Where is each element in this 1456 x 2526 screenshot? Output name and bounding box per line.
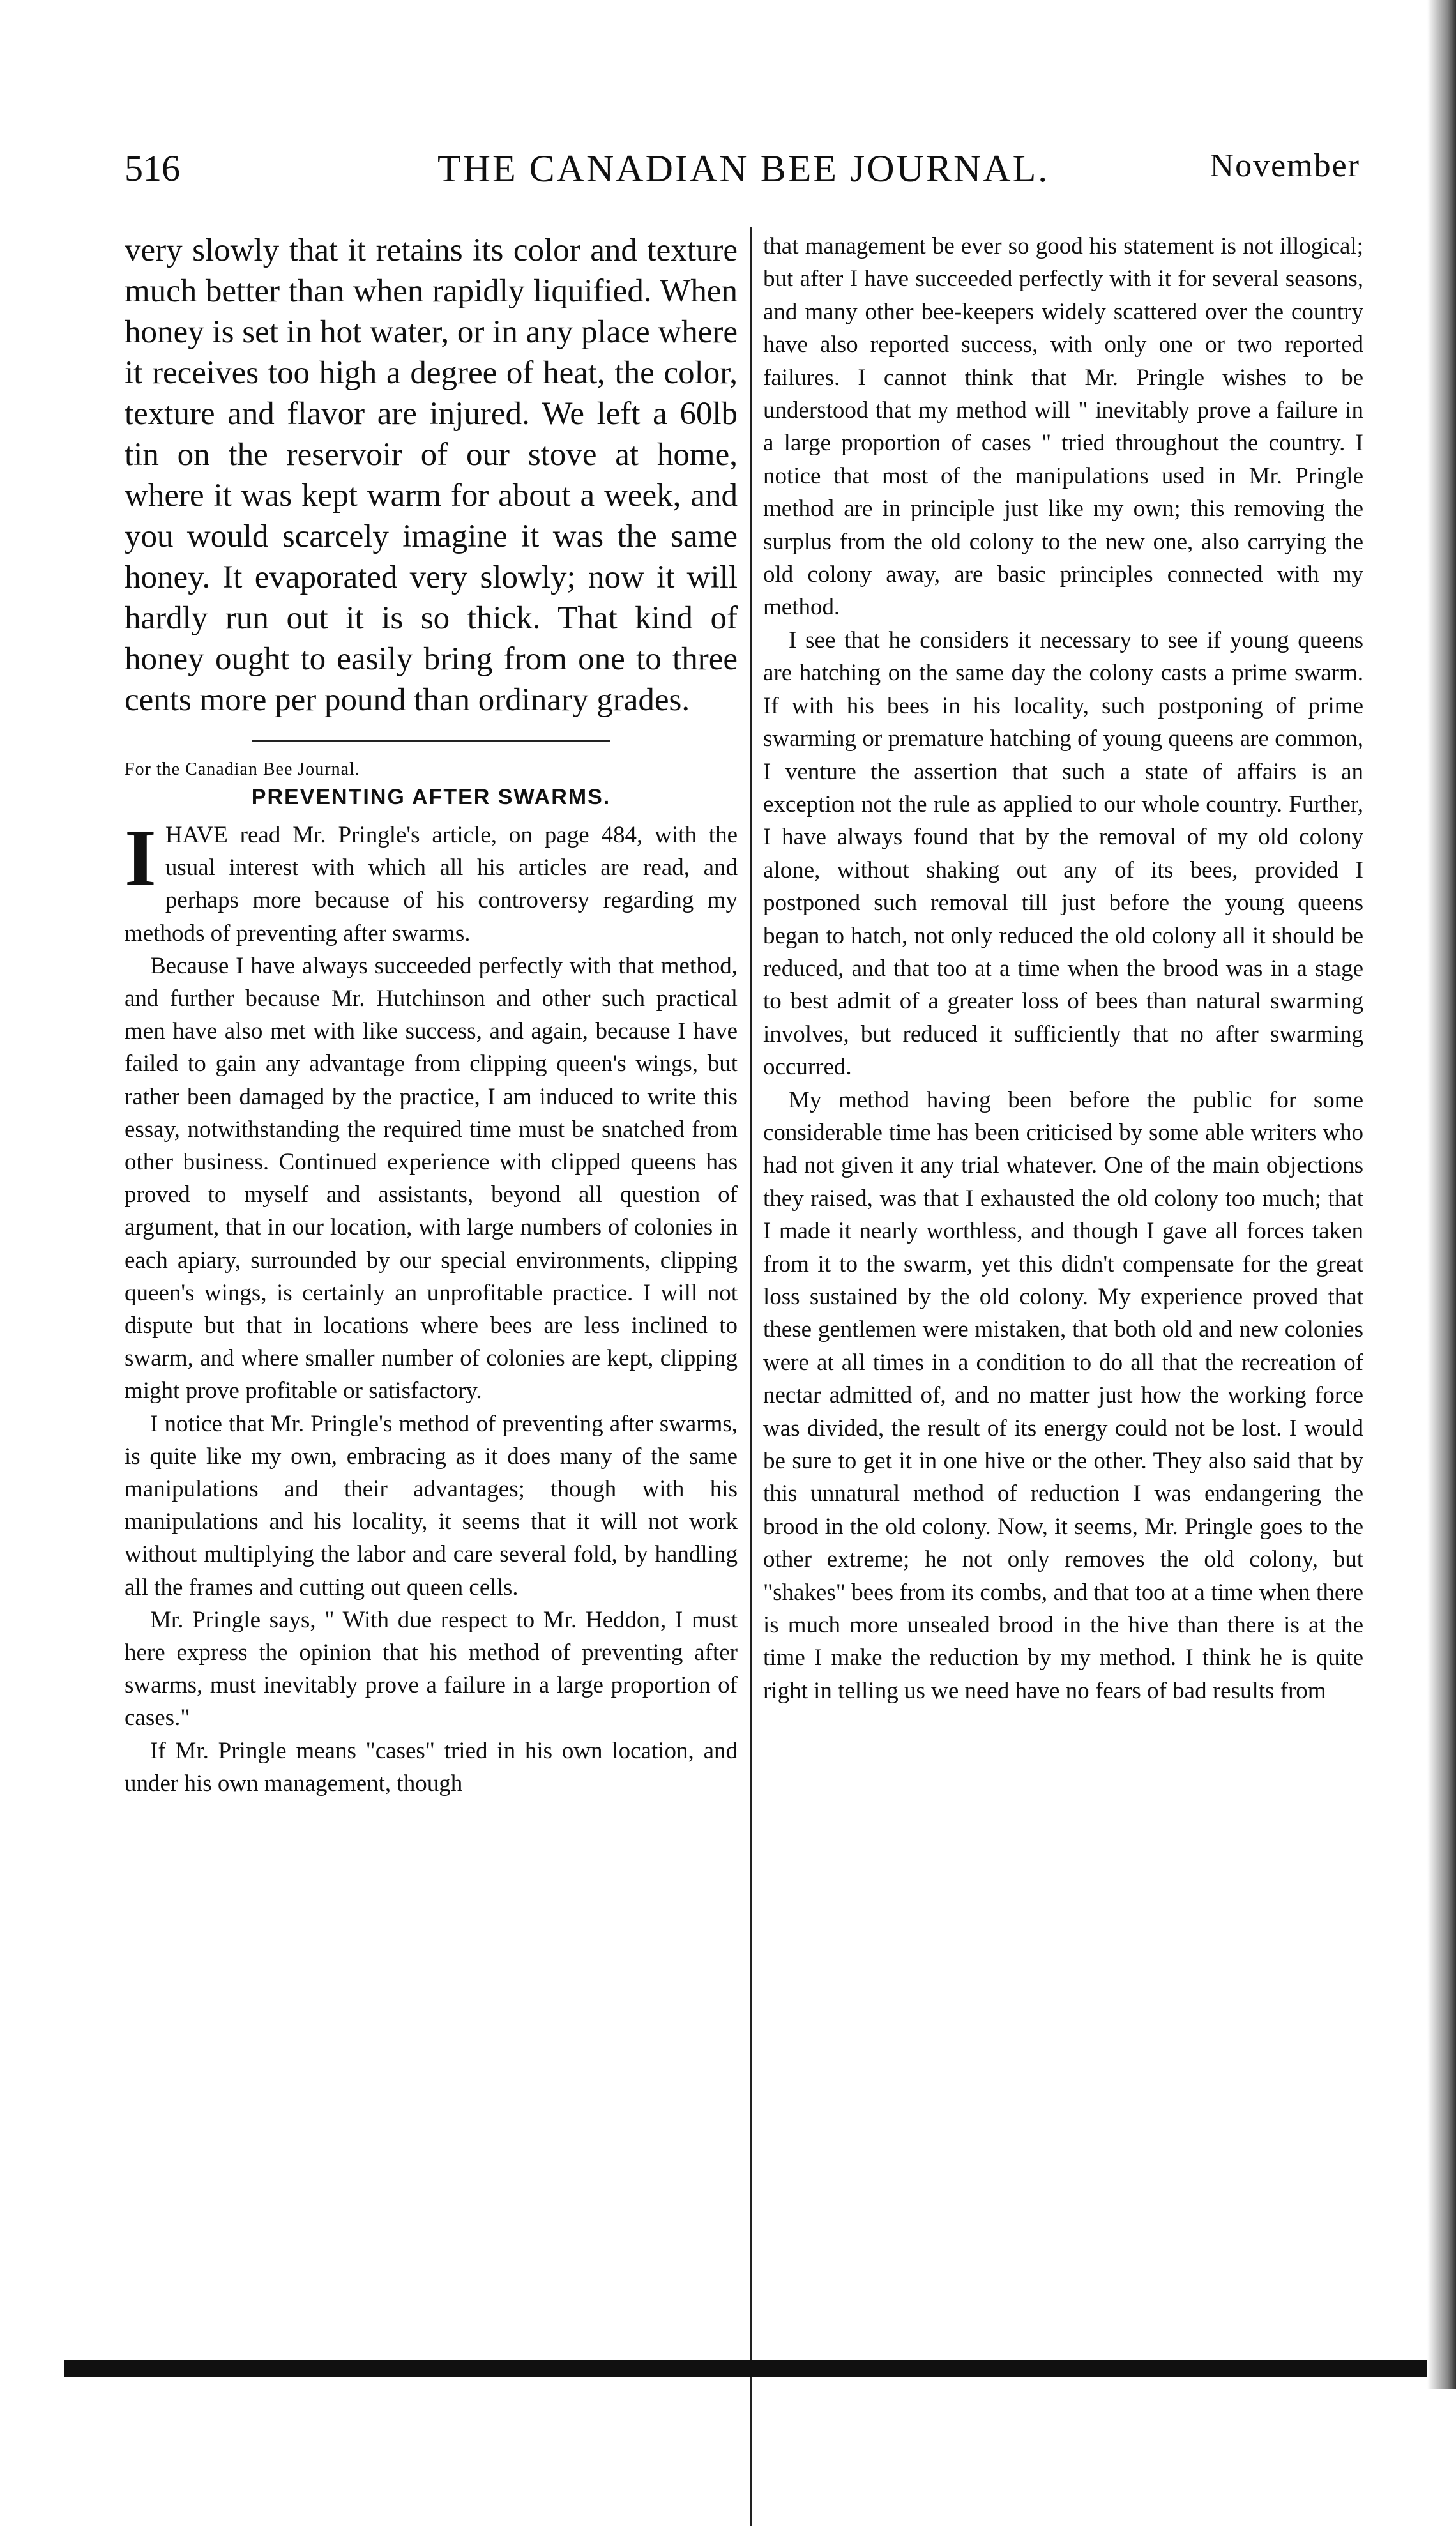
left-column	[125, 230, 738, 1800]
article-paragraph-3: I notice that Mr. Pringle's method of preventing after swarms, is quite like my own, embracing as it does many of the same manipulations and their advantages; though with his manipulations and his locality, it seems that it will not work without multiplying the labor and care several fold, by handling all the frames and cutting out queen cells.	[125, 1410, 738, 1601]
article-paragraph-5: If Mr. Pringle means "cases" tried in his own location, and under his own management, though	[125, 1737, 738, 1797]
header-month: November	[1210, 148, 1360, 184]
section-separator	[252, 740, 610, 743]
bottom-scan-bar	[64, 2360, 1443, 2377]
article-source: For the Canadian Bee Journal.	[125, 759, 360, 779]
right-paragraph-3: My method having been before the public for some considerable time has been criticised by some able writers who had not given it any trial whatever. One of the main objections they raised, was that I exhausted the old colony too much; that I made it nearly worthless, and though I gave all forces taken from it to the swarm, yet this didn't compensate for the great loss sustained by the old colony. My experience proved that these gentlemen were mistaken, that both old and new colonies were at all times in a condition to do all that the recreation of nectar admitted of, and no matter just how the working force was divided, the result of its energy could not be lost. I would be sure to get it in one hive or the other. They also said that by this unnatural method of reduction I was endangering the brood in the old colony. Now, it seems, Mr. Pringle goes to the other extreme; he not only removes the old colony, but "shakes" bees from its combs, and that too at a time when there is much more unsealed brood in the hive than there is at the time I make the reduction by my method. I think he is quite right in telling us we need have no fears of bad results from	[763, 1086, 1363, 1704]
running-title: THE CANADIAN BEE JOURNAL.	[437, 148, 1050, 190]
article-title: PREVENTING AFTER SWARMS.	[251, 785, 611, 809]
column-divider	[750, 227, 752, 2526]
article-paragraph-4: Mr. Pringle says, " With due respect to Mr. Heddon, I must here express the opinion that his method of preventing after swarms, must inevitably prove a failure in a large proportion of cases."	[125, 1606, 738, 1731]
page-header	[125, 147, 1360, 204]
right-paragraph-1: that management be ever so good his statement is not illogical; but after I have succeeded perfectly with it for several seasons, and many other bee-keepers widely scattered over the country have also reported success, with only one or two reported failures. I cannot think that Mr. Pringle wishes to be understood that my method will " inevitably prove a failure in a large proportion of cases " tried throughout the country. I notice that most of the manipulations used in Mr. Pringle method are in principle just like my own; this removing the surplus from the old colony to the new one, also carrying the old colony away, are basic principles connected with my method.	[763, 233, 1363, 621]
page-number: 516	[125, 148, 180, 189]
article-paragraph-1-text: HAVE read Mr. Pringle's article, on page 484, with the usual interest with which all his articles are read, and perhaps more because of his controversy regarding my methods of preventing after swarms.	[125, 822, 738, 947]
article-paragraph-2: Because I have always succeeded perfectly with that method, and further because Mr. Hutchinson and other such practical men have also met with like success, and again, because I have failed to gain any advantage from clipping queen's wings, but rather been damaged by the practice, I am induced to write this essay, notwithstanding the required time must be snatched from other business. Continued experience with clipped queens has proved to myself and assistants, beyond all question of argument, that in our location, with large numbers of colonies in each apiary, surrounded by our special environments, clipping queen's wings, is certainly an unprofitable practice. I will not dispute but that in locations where bees are less inclined to swarm, and where smaller number of colonies are kept, clipping might prove profitable or satisfactory.	[125, 952, 738, 1404]
continued-paragraph: very slowly that it retains its color and texture much better than when rapidly liquified. When honey is set in hot water, or in any place where it receives too high a degree of heat, the color, texture and flavor are injured. We left a 60lb tin on the reservoir of our stove at home, where it was kept warm for about a week, and you would scarcely imagine it was the same honey. It evaporated very slowly; now it will hardly run out it is so thick. That kind of honey ought to easily bring from one to three cents more per pound than ordinary grades.	[125, 232, 738, 718]
right-column	[763, 230, 1363, 1707]
page-edge-shadow	[1427, 0, 1456, 2389]
right-paragraph-2: I see that he considers it necessary to see if young queens are hatching on the same day the colony casts a prime swarm. If with his bees in his locality, such postponing of prime swarming or premature hatching of young queens are common, I venture the assertion that such a state of affairs is an exception not the rule as applied to our whole country. Further, I have always found that by the removal of my old colony alone, without shaking out any of its bees, provided I postponed such removal till just before the young queens began to hatch, not only reduced the old colony all it should be reduced, and that too at a time when the brood was in a stage to best admit of a greater loss of bees than natural swarming involves, but reduced it sufficiently that no after swarming occurred.	[763, 627, 1363, 1081]
article-paragraph-1	[125, 812, 738, 950]
drop-cap: I	[125, 812, 156, 903]
